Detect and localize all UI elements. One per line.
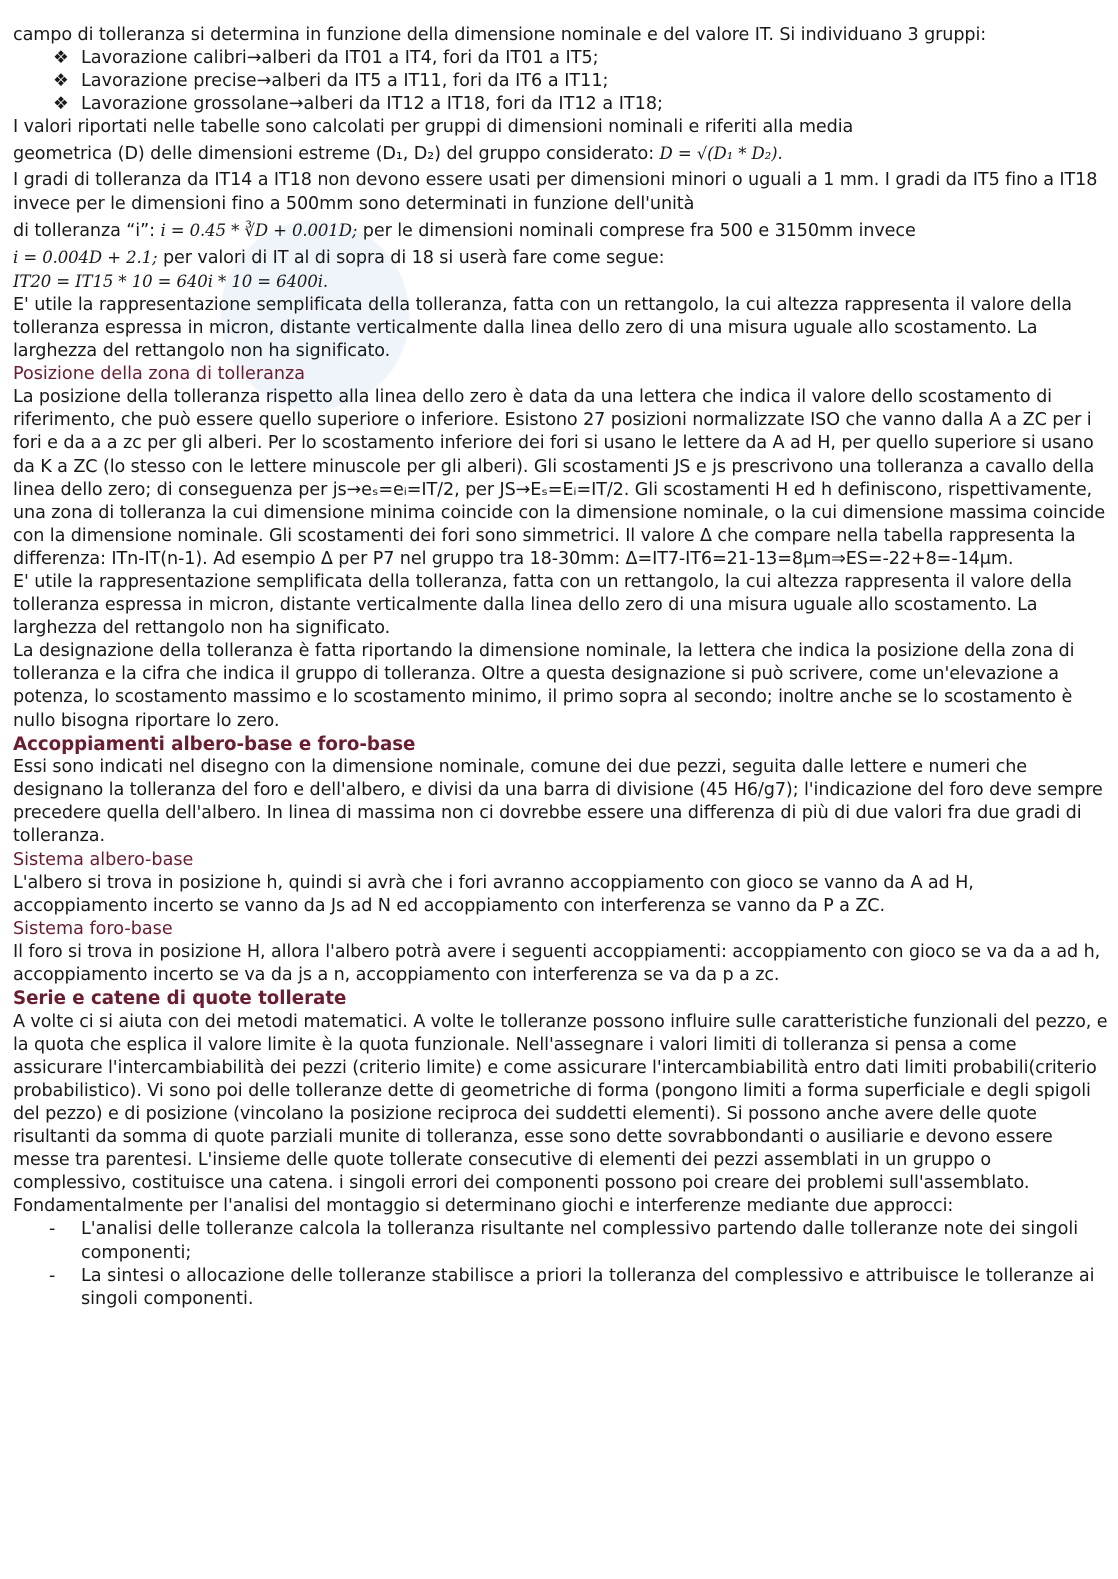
section-heading: Sistema foro-base (13, 918, 173, 939)
formula-D: D = √(D₁ * D₂). (659, 144, 783, 164)
formula-IT20: IT20 = IT15 * 10 = 640i * 10 = 6400i. (13, 271, 329, 291)
list-item: - La sintesi o allocazione delle tolleranze stabilisce a priori la tolleranza del complessivo e attribuisce le tolleranze ai singoli componenti. (49, 1265, 1095, 1309)
list-item: ❖ Lavorazione calibri→alberi da IT01 a IT4, fori da IT01 a IT5; (13, 47, 1108, 70)
formula-i2: i = 0.004D + 2.1; (13, 247, 158, 267)
document-page (13, 24, 1108, 1311)
paragraph: A volte ci si aiuta con dei metodi matematici. A volte le tolleranze possono influire sulle caratteristiche funzionali del pezzo, e la quota che esplica il valore limite è la quota funzionale. Nell'assegnare i valori limiti di tolleranza si pensa a come assicurare l'intercambiabilità dei pezzi (criterio limite) e come assicurare l'intercambiabilità entro dati limiti probabili(criterio probabilistico). Vi sono poi delle tolleranze dette di geometriche di forma (pongono limiti a forma superficiale e degli spigoli del pezzo) e di posizione (vincolano la posizione reciproca dei suddetti elementi). Si possono anche avere delle quote risultanti da somma di quote parziali munite di tolleranza, esse sono dette sovrabbondanti o ausiliarie e devono essere messe tra parentesi. L'insieme delle quote tollerate consecutive di elementi dei pezzi assemblati in un gruppo o complessivo, costituisce una catena. i singoli errori dei componenti possono poi creare dei problemi sull'assemblato. Fondamentalmente per l'analisi del montaggio si determinano giochi e interferenze mediante due approcci: (13, 1011, 1108, 1217)
approaches-list (13, 1218, 1108, 1310)
diamond-bullet-icon: ❖ (53, 71, 69, 92)
dash-bullet: - (49, 1265, 56, 1286)
section-title: Serie e catene di quote tollerate (13, 988, 347, 1010)
paragraph: geometrica (D) delle dimensioni estreme (D₁, D₂) del gruppo considerato: D = √(D₁ * D₂). (13, 144, 783, 165)
paragraph: I valori riportati nelle tabelle sono calcolati per gruppi di dimensioni nominali e riferiti alla media (13, 117, 854, 138)
paragraph: E' utile la rappresentazione semplificata della tolleranza, fatta con un rettangolo, la cui altezza rappresenta il valore della tolleranza espressa in micron, distante verticalmente dalla linea dello zero di una misura uguale allo scostamento. La larghezza del rettangolo non ha significato. (13, 294, 1072, 362)
list-item: - L'analisi delle tolleranze calcola la tolleranza risultante nel complessivo partendo dalle tolleranze note dei singoli componenti; (49, 1219, 1079, 1263)
section-heading: Posizione della zona di tolleranza (13, 364, 306, 385)
paragraph: campo di tolleranza si determina in funzione della dimensione nominale e del valore IT. Si individuano 3 gruppi: (13, 25, 987, 45)
paragraph: di tolleranza “i”: i = 0.45 * ∛D + 0.001D; per le dimensioni nominali comprese fra 500 e 3150mm invece (13, 220, 916, 241)
list-item: ❖ Lavorazione precise→alberi da IT5 a IT11, fori da IT6 a IT11; (13, 70, 1108, 93)
diamond-bullet-icon: ❖ (53, 48, 69, 69)
paragraph: i = 0.004D + 2.1; per valori di IT al di sopra di 18 si userà fare come segue: (13, 247, 665, 268)
section-heading: Sistema albero-base (13, 849, 194, 870)
paragraph: La designazione della tolleranza è fatta riportando la dimensione nominale, la lettera che indica la posizione della zona di tolleranza e la cifra che indica il gruppo di tolleranza. Oltre a questa designazione si può scrivere, come un'elevazione a potenza, lo scostamento massimo e lo scostamento minimo, il primo sopra al secondo; inoltre anche se lo scostamento è nullo bisogna riportare lo zero. (13, 641, 1075, 731)
formula-i: i = 0.45 * ∛D + 0.001D; (160, 220, 358, 240)
paragraph: Essi sono indicati nel disegno con la dimensione nominale, comune dei due pezzi, seguita dalle lettere e numeri che designano la tolleranza del foro e dell'albero, e divisi da una barra di divisione (45 H6/g7); l'indicazione del foro deve sempre precedere quella dell'albero. In linea di massima non ci dovrebbe essere una differenza di più di due valori fra due gradi di tolleranza. (13, 757, 1103, 847)
list-item: ❖ Lavorazione grossolane→alberi da IT12 a IT18, fori da IT12 a IT18; (13, 93, 1108, 116)
paragraph: La posizione della tolleranza rispetto alla linea dello zero è data da una lettera che indica il valore dello scostamento di riferimento, che può essere quello superiore o inferiore. Esistono 27 posizioni normalizzate ISO che vanno dalla A a ZC per i fori e da a a zc per gli alberi. Per lo scostamento inferiore dei fori si usano le lettere da A ad H, per quello superiore si usano da K a ZC (lo stesso con le lettere minuscole per gli alberi). Gli scostamenti JS e js prescrivono una tolleranza a cavallo della linea dello zero; di conseguenza per js→eₛ=eᵢ=IT/2, per JS→Eₛ=Eᵢ=IT/2. Gli scostamenti H ed h definiscono, rispettivamente, una zona di tolleranza la cui dimensione minima coincide con la dimensione nominale, o la cui dimensione massima coincide con la dimensione nominale. Gli scostamenti dei fori sono simmetrici. Il valore Δ che compare nella tabella rappresenta la differenza: ITn-IT(n-1). Ad esempio Δ per P7 nel gruppo tra 18-30mm: Δ=IT7-IT6=21-13=8μm⇒ES=-22+8=-14μm. (13, 387, 1106, 569)
section-title: Accoppiamenti albero-base e foro-base (13, 733, 416, 755)
paragraph: I gradi di tolleranza da IT14 a IT18 non devono essere usati per dimensioni minori o uguali a 1 mm. I gradi da IT5 fino a IT18 invece per le dimensioni fino a 500mm sono determinati in funzione dell'unità (13, 170, 1098, 214)
paragraph: L'albero si trova in posizione h, quindi si avrà che i fori avranno accoppiamento con gioco se vanno da A ad H, accoppiamento incerto se vanno da Js ad N ed accoppiamento con interferenza se vanno da P a ZC. (13, 872, 974, 916)
paragraph: Il foro si trova in posizione H, allora l'albero potrà avere i seguenti accoppiamenti: accoppiamento con gioco se va da a ad h, accoppiamento incerto se va da js a n, accoppiamento con interferenza se va da p a zc. (13, 941, 1101, 985)
dash-bullet: - (49, 1219, 56, 1240)
paragraph: E' utile la rappresentazione semplificata della tolleranza, fatta con un rettangolo, la cui altezza rappresenta il valore della tolleranza espressa in micron, distante verticalmente dalla linea dello zero di una misura uguale allo scostamento. La larghezza del rettangolo non ha significato. (13, 571, 1072, 639)
diamond-bullet-icon: ❖ (53, 94, 69, 115)
groups-list (13, 47, 1108, 116)
